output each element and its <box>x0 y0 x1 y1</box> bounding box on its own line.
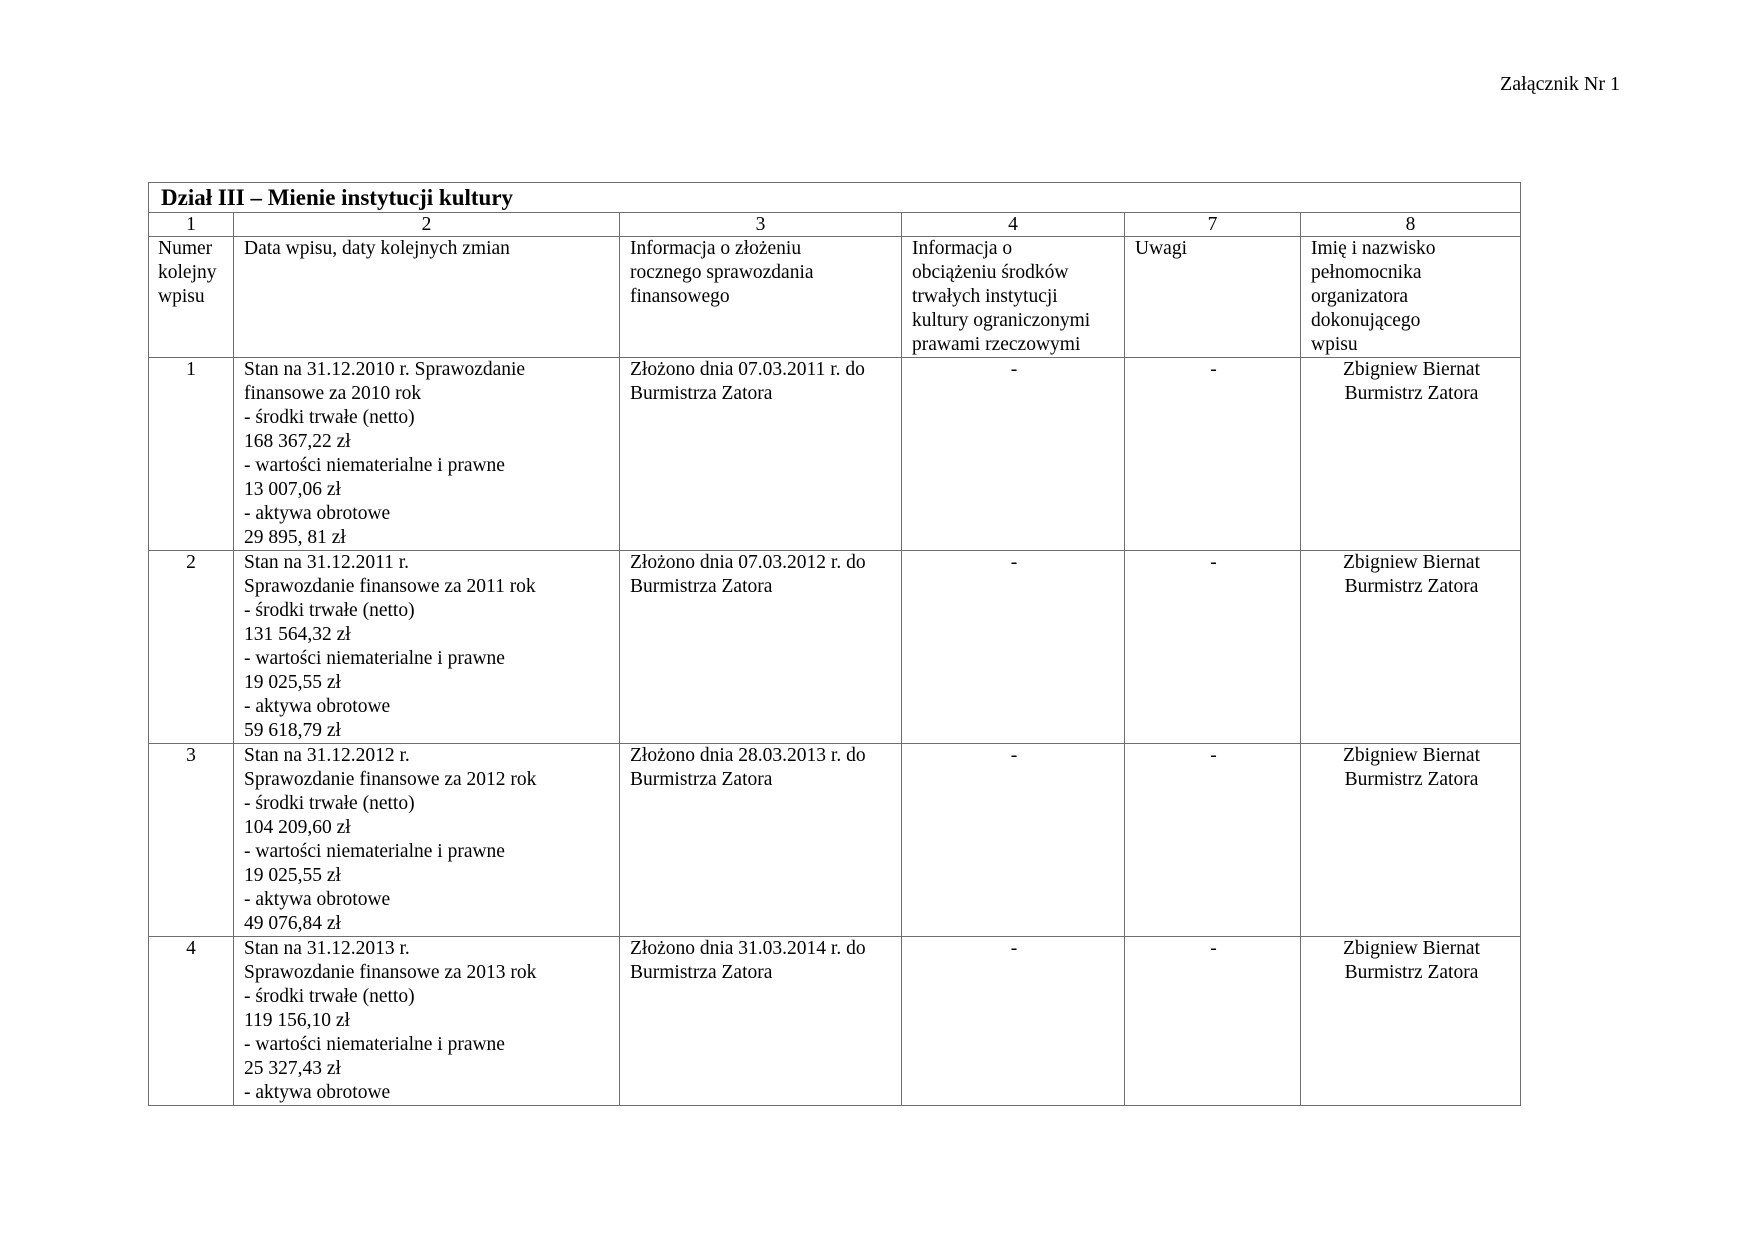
header-line: pełnomocnika <box>1311 262 1422 283</box>
report-info-cell <box>620 744 902 937</box>
entry-detail-line: 104 209,60 zł <box>244 817 351 838</box>
report-info-line: Burmistrza Zatora <box>630 383 773 404</box>
header-line: Informacja o złożeniu <box>630 238 802 259</box>
representative-line: Burmistrz Zatora <box>1344 962 1479 983</box>
report-info-line: Złożono dnia 07.03.2011 r. do <box>630 359 865 380</box>
report-info-cell <box>620 358 902 551</box>
table-row <box>149 551 1521 744</box>
header-line: wpisu <box>1311 334 1358 355</box>
header-line: Numer <box>158 238 213 259</box>
representative-line: Burmistrz Zatora <box>1344 383 1479 404</box>
entry-detail-line: 49 076,84 zł <box>244 913 341 934</box>
header-entry-number <box>149 237 234 358</box>
column-number: 7 <box>1125 213 1301 237</box>
entry-detail-line: - wartości niematerialne i prawne <box>244 455 505 476</box>
report-info-line: Burmistrza Zatora <box>630 769 773 790</box>
report-info-cell <box>620 937 902 1106</box>
encumbrance-cell: - <box>902 358 1125 551</box>
header-line: trwałych instytucji <box>912 286 1058 307</box>
representative-line: Zbigniew Biernat <box>1342 552 1480 573</box>
representative-line: Zbigniew Biernat <box>1342 359 1480 380</box>
representative-line: Zbigniew Biernat <box>1342 938 1480 959</box>
entry-detail-line: Sprawozdanie finansowe za 2011 rok <box>244 576 536 597</box>
entry-detail-line: 119 156,10 zł <box>244 1010 350 1031</box>
entry-detail-line: - wartości niematerialne i prawne <box>244 1034 505 1055</box>
column-number: 2 <box>234 213 620 237</box>
remarks-cell: - <box>1125 551 1301 744</box>
table-body <box>149 358 1521 1106</box>
header-report-info <box>620 237 902 358</box>
report-info-line: Złożono dnia 28.03.2013 r. do <box>630 745 866 766</box>
header-line: Data wpisu, daty kolejnych zmian <box>244 238 510 259</box>
entry-number-cell: 4 <box>149 937 234 1106</box>
entry-detail-line: 19 025,55 zł <box>244 672 341 693</box>
header-representative <box>1301 237 1521 358</box>
column-number: 4 <box>902 213 1125 237</box>
entry-detail-line: - aktywa obrotowe <box>244 503 391 524</box>
representative-line: Burmistrz Zatora <box>1344 769 1479 790</box>
entry-details-cell <box>234 937 620 1106</box>
entry-detail-line: 19 025,55 zł <box>244 865 341 886</box>
entry-detail-line: - wartości niematerialne i prawne <box>244 648 505 669</box>
entry-detail-line: - środki trwałe (netto) <box>244 986 415 1007</box>
entry-detail-line: Stan na 31.12.2012 r. <box>244 745 410 766</box>
entry-details-cell <box>234 358 620 551</box>
table-row <box>149 358 1521 551</box>
entry-detail-line: - wartości niematerialne i prawne <box>244 841 505 862</box>
entry-details-cell <box>234 551 620 744</box>
entry-detail-line: 131 564,32 zł <box>244 624 351 645</box>
header-line: Uwagi <box>1135 238 1187 259</box>
table-row <box>149 937 1521 1106</box>
report-info-line: Burmistrza Zatora <box>630 576 773 597</box>
header-line: finansowego <box>630 286 730 307</box>
entry-number-cell: 2 <box>149 551 234 744</box>
report-info-line: Złożono dnia 31.03.2014 r. do <box>630 938 866 959</box>
header-line: Informacja o <box>912 238 1013 259</box>
entry-number-cell: 3 <box>149 744 234 937</box>
annex-label: Załącznik Nr 1 <box>1500 73 1620 95</box>
entry-details-cell <box>234 744 620 937</box>
representative-line: Burmistrz Zatora <box>1344 576 1479 597</box>
report-info-cell <box>620 551 902 744</box>
entry-detail-line: - środki trwałe (netto) <box>244 793 415 814</box>
header-encumbrance <box>902 237 1125 358</box>
entry-detail-line: 168 367,22 zł <box>244 431 351 452</box>
entry-detail-line: 13 007,06 zł <box>244 479 341 500</box>
remarks-cell: - <box>1125 358 1301 551</box>
encumbrance-cell: - <box>902 551 1125 744</box>
header-remarks <box>1125 237 1301 358</box>
representative-cell <box>1301 358 1521 551</box>
entry-detail-line: Stan na 31.12.2013 r. <box>244 938 410 959</box>
entry-detail-line: 59 618,79 zł <box>244 720 341 741</box>
entry-detail-line: - aktywa obrotowe <box>244 1082 391 1103</box>
culture-institution-registry-table <box>148 182 1521 1106</box>
header-line: prawami rzeczowymi <box>912 334 1081 355</box>
entry-detail-line: Stan na 31.12.2010 r. Sprawozdanie <box>244 359 526 380</box>
header-entry-date <box>234 237 620 358</box>
column-header-row <box>149 237 1521 358</box>
entry-detail-line: - środki trwałe (netto) <box>244 600 415 621</box>
column-number: 3 <box>620 213 902 237</box>
entry-number-cell: 1 <box>149 358 234 551</box>
header-line: Imię i nazwisko <box>1311 238 1436 259</box>
entry-detail-line: Stan na 31.12.2011 r. <box>244 552 410 573</box>
header-line: kolejny <box>158 262 217 283</box>
entry-detail-line: - aktywa obrotowe <box>244 889 391 910</box>
section-title: Dział III – Mienie instytucji kultury <box>149 183 1521 213</box>
column-number: 1 <box>149 213 234 237</box>
report-info-line: Burmistrza Zatora <box>630 962 773 983</box>
entry-detail-line: - aktywa obrotowe <box>244 696 391 717</box>
header-line: organizatora <box>1311 286 1409 307</box>
remarks-cell: - <box>1125 937 1301 1106</box>
entry-detail-line: Sprawozdanie finansowe za 2013 rok <box>244 962 537 983</box>
representative-line: Zbigniew Biernat <box>1342 745 1480 766</box>
entry-detail-line: 25 327,43 zł <box>244 1058 341 1079</box>
column-number: 8 <box>1301 213 1521 237</box>
representative-cell <box>1301 551 1521 744</box>
entry-detail-line: finansowe za 2010 rok <box>244 383 422 404</box>
entry-detail-line: - środki trwałe (netto) <box>244 407 415 428</box>
entry-detail-line: Sprawozdanie finansowe za 2012 rok <box>244 769 537 790</box>
section-title-row <box>149 183 1521 213</box>
report-info-line: Złożono dnia 07.03.2012 r. do <box>630 552 866 573</box>
header-line: rocznego sprawozdania <box>630 262 814 283</box>
header-line: kultury ograniczonymi <box>912 310 1091 331</box>
encumbrance-cell: - <box>902 937 1125 1106</box>
header-line: obciążeniu środków <box>912 262 1069 283</box>
encumbrance-cell: - <box>902 744 1125 937</box>
remarks-cell: - <box>1125 744 1301 937</box>
representative-cell <box>1301 744 1521 937</box>
entry-detail-line: 29 895, 81 zł <box>244 527 346 548</box>
column-number-row <box>149 213 1521 237</box>
header-line: dokonującego <box>1311 310 1421 331</box>
representative-cell <box>1301 937 1521 1106</box>
table-row <box>149 744 1521 937</box>
header-line: wpisu <box>158 286 205 307</box>
